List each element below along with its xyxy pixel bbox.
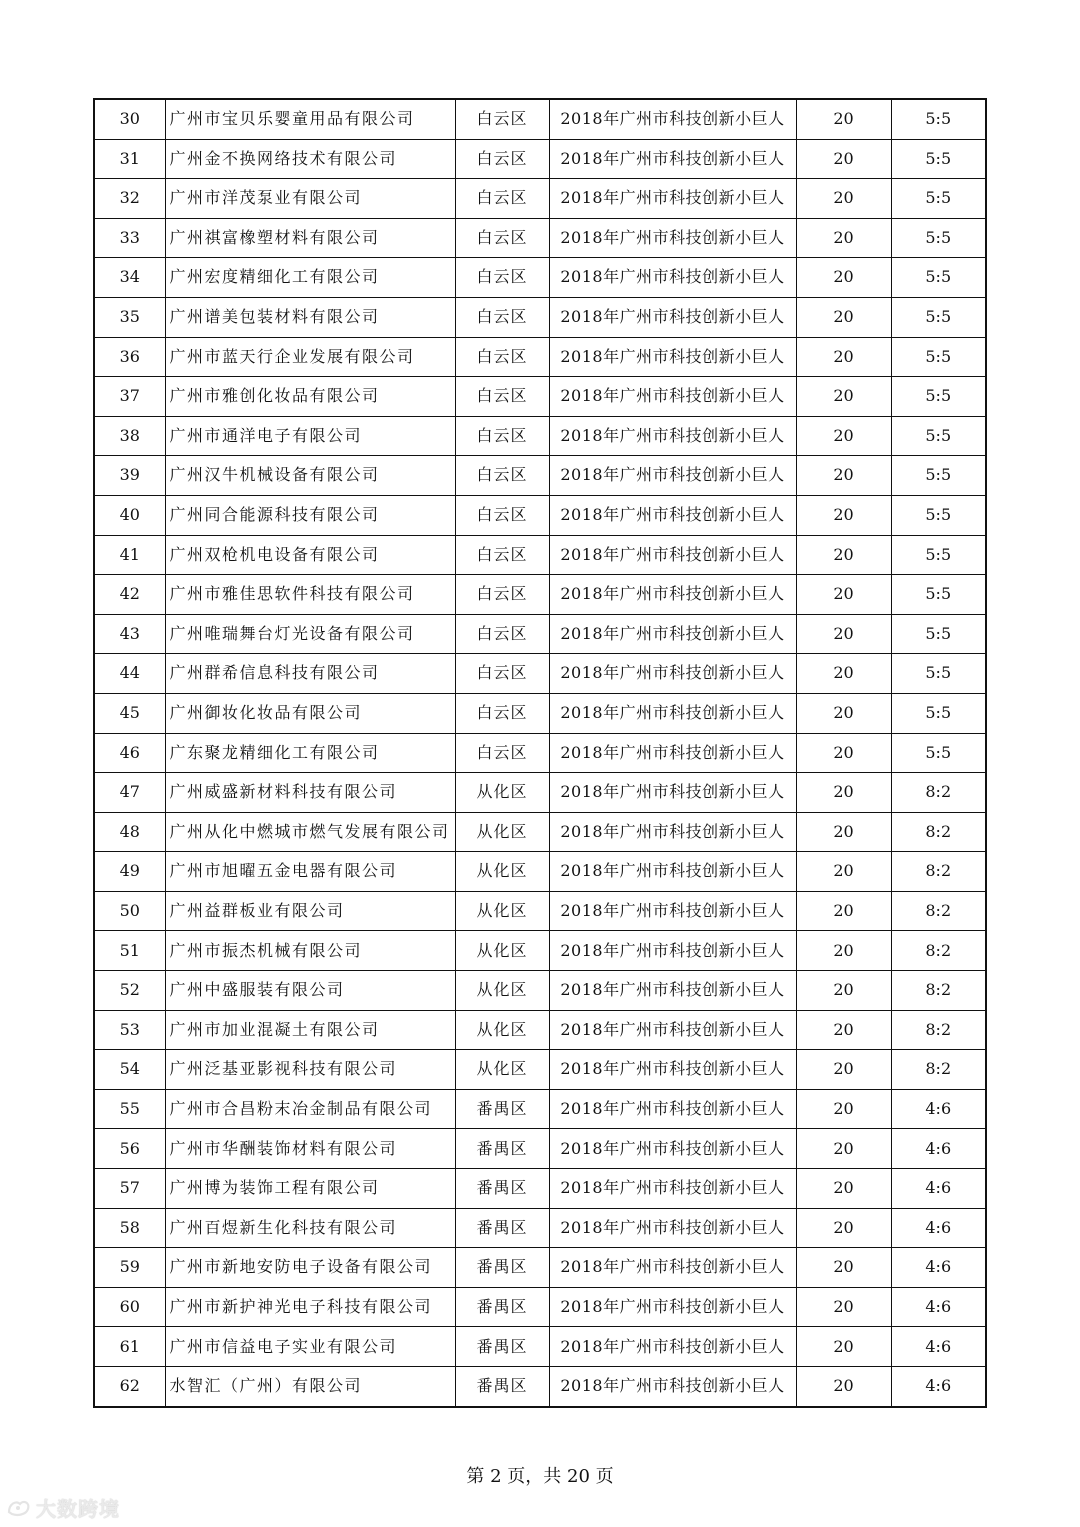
row-number-cell: 36 <box>94 337 165 377</box>
watermark-text: 大数跨境 <box>36 1496 120 1521</box>
program-name-cell: 2018年广州市科技创新小巨人 <box>549 773 796 813</box>
district-cell: 从化区 <box>455 1010 549 1050</box>
funding-amount-cell: 20 <box>796 1089 891 1129</box>
district-cell: 从化区 <box>455 773 549 813</box>
funding-amount-cell: 20 <box>796 1327 891 1367</box>
funding-ratio-cell: 8:2 <box>891 773 986 813</box>
program-name-cell: 2018年广州市科技创新小巨人 <box>549 218 796 258</box>
funding-amount-cell: 20 <box>796 456 891 496</box>
funding-amount-cell: 20 <box>796 258 891 298</box>
company-name-cell: 广州市合昌粉末冶金制品有限公司 <box>165 1089 455 1129</box>
company-name-cell: 水智汇（广州）有限公司 <box>165 1367 455 1407</box>
company-name-cell: 广州威盛新材料科技有限公司 <box>165 773 455 813</box>
funding-ratio-cell: 5:5 <box>891 614 986 654</box>
row-number-cell: 55 <box>94 1089 165 1129</box>
funding-amount-cell: 20 <box>796 1287 891 1327</box>
table-row <box>94 693 986 733</box>
program-name-cell: 2018年广州市科技创新小巨人 <box>549 535 796 575</box>
funding-amount-cell: 20 <box>796 297 891 337</box>
row-number-cell: 33 <box>94 218 165 258</box>
program-name-cell: 2018年广州市科技创新小巨人 <box>549 1129 796 1169</box>
funding-ratio-cell: 5:5 <box>891 456 986 496</box>
funding-ratio-cell: 5:5 <box>891 258 986 298</box>
district-cell: 从化区 <box>455 1050 549 1090</box>
funding-ratio-cell: 8:2 <box>891 971 986 1011</box>
district-cell: 番禺区 <box>455 1208 549 1248</box>
row-number-cell: 53 <box>94 1010 165 1050</box>
funding-amount-cell: 20 <box>796 495 891 535</box>
company-name-cell: 广州益群板业有限公司 <box>165 891 455 931</box>
district-cell: 番禺区 <box>455 1129 549 1169</box>
district-cell: 白云区 <box>455 456 549 496</box>
district-cell: 白云区 <box>455 337 549 377</box>
document-table-container <box>93 98 985 1408</box>
row-number-cell: 34 <box>94 258 165 298</box>
table-row <box>94 139 986 179</box>
row-number-cell: 39 <box>94 456 165 496</box>
funding-amount-cell: 20 <box>796 891 891 931</box>
funding-ratio-cell: 5:5 <box>891 139 986 179</box>
funding-amount-cell: 20 <box>796 971 891 1011</box>
watermark <box>6 1490 146 1524</box>
district-cell: 白云区 <box>455 139 549 179</box>
funding-amount-cell: 20 <box>796 1248 891 1288</box>
funding-amount-cell: 20 <box>796 614 891 654</box>
funding-ratio-cell: 4:6 <box>891 1169 986 1209</box>
funding-ratio-cell: 4:6 <box>891 1367 986 1407</box>
funding-ratio-cell: 8:2 <box>891 931 986 971</box>
program-name-cell: 2018年广州市科技创新小巨人 <box>549 733 796 773</box>
company-name-cell: 广州唯瑞舞台灯光设备有限公司 <box>165 614 455 654</box>
table-row <box>94 1010 986 1050</box>
table-row <box>94 535 986 575</box>
company-name-cell: 广州御妆化妆品有限公司 <box>165 693 455 733</box>
row-number-cell: 60 <box>94 1287 165 1327</box>
row-number-cell: 40 <box>94 495 165 535</box>
funding-amount-cell: 20 <box>796 139 891 179</box>
row-number-cell: 44 <box>94 654 165 694</box>
funding-amount-cell: 20 <box>796 773 891 813</box>
funding-ratio-cell: 8:2 <box>891 812 986 852</box>
funding-amount-cell: 20 <box>796 1050 891 1090</box>
funding-amount-cell: 20 <box>796 812 891 852</box>
district-cell: 白云区 <box>455 495 549 535</box>
company-name-cell: 广州市旭曜五金电器有限公司 <box>165 852 455 892</box>
row-number-cell: 56 <box>94 1129 165 1169</box>
program-name-cell: 2018年广州市科技创新小巨人 <box>549 812 796 852</box>
row-number-cell: 50 <box>94 891 165 931</box>
funding-ratio-cell: 8:2 <box>891 1050 986 1090</box>
district-cell: 番禺区 <box>455 1089 549 1129</box>
table-row <box>94 258 986 298</box>
district-cell: 从化区 <box>455 891 549 931</box>
funding-amount-cell: 20 <box>796 575 891 615</box>
watermark-logo-icon <box>6 1496 32 1518</box>
funding-ratio-cell: 5:5 <box>891 495 986 535</box>
funding-amount-cell: 20 <box>796 218 891 258</box>
table-row <box>94 1169 986 1209</box>
funding-ratio-cell: 5:5 <box>891 575 986 615</box>
funding-amount-cell: 20 <box>796 99 891 139</box>
district-cell: 番禺区 <box>455 1169 549 1209</box>
funding-amount-cell: 20 <box>796 1169 891 1209</box>
company-name-cell: 广州祺富橡塑材料有限公司 <box>165 218 455 258</box>
program-name-cell: 2018年广州市科技创新小巨人 <box>549 179 796 219</box>
district-cell: 白云区 <box>455 654 549 694</box>
program-name-cell: 2018年广州市科技创新小巨人 <box>549 852 796 892</box>
funding-ratio-cell: 5:5 <box>891 733 986 773</box>
funding-amount-cell: 20 <box>796 693 891 733</box>
district-cell: 白云区 <box>455 693 549 733</box>
district-cell: 白云区 <box>455 179 549 219</box>
table-row <box>94 1050 986 1090</box>
funding-ratio-cell: 4:6 <box>891 1129 986 1169</box>
district-cell: 白云区 <box>455 218 549 258</box>
funding-ratio-cell: 4:6 <box>891 1089 986 1129</box>
table-row <box>94 931 986 971</box>
table-row <box>94 614 986 654</box>
table-row <box>94 99 986 139</box>
table-row <box>94 891 986 931</box>
company-name-cell: 广州博为装饰工程有限公司 <box>165 1169 455 1209</box>
program-name-cell: 2018年广州市科技创新小巨人 <box>549 139 796 179</box>
company-name-cell: 广州百煜新生化科技有限公司 <box>165 1208 455 1248</box>
table-row <box>94 812 986 852</box>
row-number-cell: 38 <box>94 416 165 456</box>
company-name-cell: 广州汉牛机械设备有限公司 <box>165 456 455 496</box>
funding-amount-cell: 20 <box>796 931 891 971</box>
table-row <box>94 416 986 456</box>
funding-ratio-cell: 5:5 <box>891 99 986 139</box>
district-cell: 从化区 <box>455 852 549 892</box>
funding-amount-cell: 20 <box>796 654 891 694</box>
company-name-cell: 广州市华酬装饰材料有限公司 <box>165 1129 455 1169</box>
row-number-cell: 48 <box>94 812 165 852</box>
funding-ratio-cell: 5:5 <box>891 654 986 694</box>
company-name-cell: 广州市雅佳思软件科技有限公司 <box>165 575 455 615</box>
program-name-cell: 2018年广州市科技创新小巨人 <box>549 337 796 377</box>
district-cell: 番禺区 <box>455 1367 549 1407</box>
program-name-cell: 2018年广州市科技创新小巨人 <box>549 258 796 298</box>
company-name-cell: 广州市宝贝乐婴童用品有限公司 <box>165 99 455 139</box>
table-row <box>94 971 986 1011</box>
row-number-cell: 46 <box>94 733 165 773</box>
district-cell: 白云区 <box>455 258 549 298</box>
row-number-cell: 62 <box>94 1367 165 1407</box>
company-name-cell: 广州市通洋电子有限公司 <box>165 416 455 456</box>
funding-amount-cell: 20 <box>796 535 891 575</box>
row-number-cell: 59 <box>94 1248 165 1288</box>
row-number-cell: 57 <box>94 1169 165 1209</box>
table-row <box>94 456 986 496</box>
table-row <box>94 1287 986 1327</box>
company-name-cell: 广州市信益电子实业有限公司 <box>165 1327 455 1367</box>
funding-ratio-cell: 8:2 <box>891 852 986 892</box>
company-name-cell: 广州市新护神光电子科技有限公司 <box>165 1287 455 1327</box>
program-name-cell: 2018年广州市科技创新小巨人 <box>549 1287 796 1327</box>
company-name-cell: 广州谱美包装材料有限公司 <box>165 297 455 337</box>
row-number-cell: 41 <box>94 535 165 575</box>
district-cell: 白云区 <box>455 416 549 456</box>
row-number-cell: 35 <box>94 297 165 337</box>
company-name-cell: 广州宏度精细化工有限公司 <box>165 258 455 298</box>
row-number-cell: 52 <box>94 971 165 1011</box>
company-name-cell: 广州市振杰机械有限公司 <box>165 931 455 971</box>
table-row <box>94 495 986 535</box>
district-cell: 白云区 <box>455 377 549 417</box>
district-cell: 番禺区 <box>455 1327 549 1367</box>
row-number-cell: 61 <box>94 1327 165 1367</box>
company-name-cell: 广州从化中燃城市燃气发展有限公司 <box>165 812 455 852</box>
program-name-cell: 2018年广州市科技创新小巨人 <box>549 575 796 615</box>
district-cell: 白云区 <box>455 733 549 773</box>
district-cell: 番禺区 <box>455 1248 549 1288</box>
table-row <box>94 773 986 813</box>
company-name-cell: 广州市雅创化妆品有限公司 <box>165 377 455 417</box>
table-row <box>94 297 986 337</box>
program-name-cell: 2018年广州市科技创新小巨人 <box>549 1010 796 1050</box>
district-cell: 白云区 <box>455 614 549 654</box>
program-name-cell: 2018年广州市科技创新小巨人 <box>549 654 796 694</box>
funding-amount-cell: 20 <box>796 1367 891 1407</box>
district-cell: 从化区 <box>455 971 549 1011</box>
funding-ratio-cell: 5:5 <box>891 179 986 219</box>
company-name-cell: 广州市新地安防电子设备有限公司 <box>165 1248 455 1288</box>
row-number-cell: 45 <box>94 693 165 733</box>
funding-ratio-cell: 8:2 <box>891 891 986 931</box>
program-name-cell: 2018年广州市科技创新小巨人 <box>549 456 796 496</box>
funding-amount-cell: 20 <box>796 377 891 417</box>
table-row <box>94 218 986 258</box>
table-row <box>94 733 986 773</box>
program-name-cell: 2018年广州市科技创新小巨人 <box>549 614 796 654</box>
program-name-cell: 2018年广州市科技创新小巨人 <box>549 495 796 535</box>
program-name-cell: 2018年广州市科技创新小巨人 <box>549 891 796 931</box>
program-name-cell: 2018年广州市科技创新小巨人 <box>549 1089 796 1129</box>
row-number-cell: 32 <box>94 179 165 219</box>
program-name-cell: 2018年广州市科技创新小巨人 <box>549 971 796 1011</box>
page-number: 第 2 页，共 20 页 <box>466 1466 614 1487</box>
program-name-cell: 2018年广州市科技创新小巨人 <box>549 1327 796 1367</box>
table-row <box>94 1367 986 1407</box>
funding-amount-cell: 20 <box>796 1208 891 1248</box>
row-number-cell: 47 <box>94 773 165 813</box>
funding-amount-cell: 20 <box>796 733 891 773</box>
table-row <box>94 852 986 892</box>
funding-ratio-cell: 4:6 <box>891 1208 986 1248</box>
funding-ratio-cell: 5:5 <box>891 377 986 417</box>
program-name-cell: 2018年广州市科技创新小巨人 <box>549 1169 796 1209</box>
company-name-cell: 广州市蓝天行企业发展有限公司 <box>165 337 455 377</box>
program-name-cell: 2018年广州市科技创新小巨人 <box>549 377 796 417</box>
program-name-cell: 2018年广州市科技创新小巨人 <box>549 416 796 456</box>
district-cell: 从化区 <box>455 812 549 852</box>
program-name-cell: 2018年广州市科技创新小巨人 <box>549 693 796 733</box>
table-row <box>94 575 986 615</box>
funding-amount-cell: 20 <box>796 416 891 456</box>
company-name-cell: 广州双枪机电设备有限公司 <box>165 535 455 575</box>
funding-ratio-cell: 5:5 <box>891 416 986 456</box>
table-row <box>94 1208 986 1248</box>
company-name-cell: 广州金不换网络技术有限公司 <box>165 139 455 179</box>
district-cell: 白云区 <box>455 297 549 337</box>
table-body <box>94 99 986 1407</box>
funding-ratio-cell: 4:6 <box>891 1327 986 1367</box>
table-row <box>94 1129 986 1169</box>
row-number-cell: 37 <box>94 377 165 417</box>
row-number-cell: 43 <box>94 614 165 654</box>
company-name-cell: 广州泛基亚影视科技有限公司 <box>165 1050 455 1090</box>
program-name-cell: 2018年广州市科技创新小巨人 <box>549 1208 796 1248</box>
program-name-cell: 2018年广州市科技创新小巨人 <box>549 297 796 337</box>
district-cell: 白云区 <box>455 575 549 615</box>
row-number-cell: 31 <box>94 139 165 179</box>
company-name-cell: 广州群希信息科技有限公司 <box>165 654 455 694</box>
program-name-cell: 2018年广州市科技创新小巨人 <box>549 1050 796 1090</box>
program-name-cell: 2018年广州市科技创新小巨人 <box>549 99 796 139</box>
program-name-cell: 2018年广州市科技创新小巨人 <box>549 1248 796 1288</box>
row-number-cell: 42 <box>94 575 165 615</box>
row-number-cell: 51 <box>94 931 165 971</box>
funding-ratio-cell: 5:5 <box>891 693 986 733</box>
funding-amount-cell: 20 <box>796 1010 891 1050</box>
funding-amount-cell: 20 <box>796 337 891 377</box>
program-name-cell: 2018年广州市科技创新小巨人 <box>549 931 796 971</box>
company-name-cell: 广州同合能源科技有限公司 <box>165 495 455 535</box>
funding-ratio-cell: 4:6 <box>891 1248 986 1288</box>
table-row <box>94 179 986 219</box>
funding-amount-cell: 20 <box>796 179 891 219</box>
funding-amount-cell: 20 <box>796 1129 891 1169</box>
company-name-cell: 广州市洋茂泵业有限公司 <box>165 179 455 219</box>
district-cell: 白云区 <box>455 99 549 139</box>
funding-ratio-cell: 5:5 <box>891 337 986 377</box>
district-cell: 白云区 <box>455 535 549 575</box>
district-cell: 从化区 <box>455 931 549 971</box>
table-row <box>94 1248 986 1288</box>
funding-ratio-cell: 5:5 <box>891 535 986 575</box>
company-name-cell: 广州中盛服装有限公司 <box>165 971 455 1011</box>
funding-amount-cell: 20 <box>796 852 891 892</box>
table-row <box>94 654 986 694</box>
row-number-cell: 54 <box>94 1050 165 1090</box>
funding-ratio-cell: 5:5 <box>891 297 986 337</box>
program-name-cell: 2018年广州市科技创新小巨人 <box>549 1367 796 1407</box>
company-list-table <box>93 98 987 1408</box>
funding-ratio-cell: 8:2 <box>891 1010 986 1050</box>
row-number-cell: 58 <box>94 1208 165 1248</box>
table-row <box>94 1089 986 1129</box>
table-row <box>94 377 986 417</box>
funding-ratio-cell: 4:6 <box>891 1287 986 1327</box>
table-row <box>94 1327 986 1367</box>
company-name-cell: 广州市加业混凝土有限公司 <box>165 1010 455 1050</box>
row-number-cell: 49 <box>94 852 165 892</box>
row-number-cell: 30 <box>94 99 165 139</box>
funding-ratio-cell: 5:5 <box>891 218 986 258</box>
table-row <box>94 337 986 377</box>
district-cell: 番禺区 <box>455 1287 549 1327</box>
company-name-cell: 广东聚龙精细化工有限公司 <box>165 733 455 773</box>
